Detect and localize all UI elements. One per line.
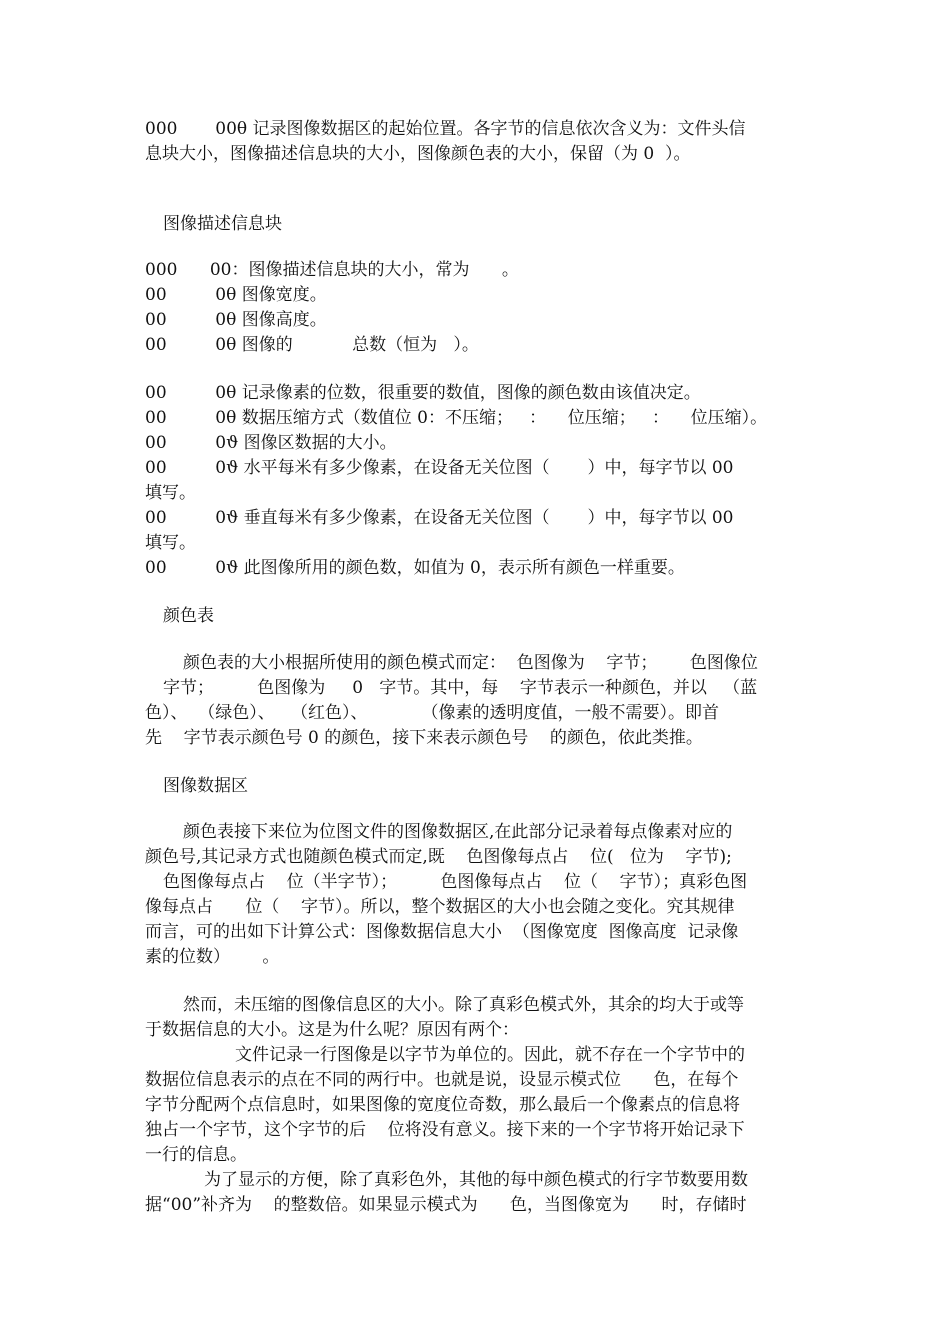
desc-line-1: 000 00：图像描述信息块的大小，常为 。 [145,260,519,280]
palette-line-4: 先 字节表示颜色号 0 的颜色，接下来表示颜色号 的颜色，依此类推。 [145,728,703,748]
data-p1-line-4: 像每点占 位（ 字节）。所以，整个数据区的大小也会随之变化。究其规律 [145,897,735,917]
desc-line-12: 00 0ϑ 此图像所用的颜色数，如值为 0，表示所有颜色一样重要。 [145,558,685,578]
palette-line-2: 字节； 色图像为 0 字节。其中，每 字节表示一种颜色，并以 （蓝 [163,678,758,698]
desc-line-9: 填写。 [145,483,196,503]
intro-line-1: 000 00θ 记录图像数据区的起始位置。各字节的信息依次含义为：文件头信 [145,119,746,139]
palette-line-1: 颜色表的大小根据所使用的颜色模式而定： 色图像为 字节； 色图像位 [183,653,758,673]
desc-line-8: 00 0ϑ 水平每米有多少像素，在设备无关位图（ ）中，每字节以 00 [145,458,734,478]
section-heading-palette: 颜色表 [163,606,214,626]
desc-line-4: 00 0θ 图像的 总数（恒为 ）。 [145,335,479,355]
data-p3-line-4: 独占一个字节，这个字节的后 位将没有意义。接下来的一个字节将开始记录下 [145,1120,745,1140]
desc-line-2: 00 0θ 图像宽度。 [145,285,327,305]
data-p3-line-2: 数据位信息表示的点在不同的两行中。也就是说，设显示模式位 色，在每个 [145,1070,739,1090]
desc-line-3: 00 0θ 图像高度。 [145,310,327,330]
desc-line-6: 00 0θ 数据压缩方式（数值位 0：不压缩； ： 位压缩； ： 位压缩）。 [145,408,768,428]
desc-line-5: 00 0θ 记录像素的位数，很重要的数值，图像的颜色数由该值决定。 [145,383,701,403]
data-p4-line-1: 为了显示的方便，除了真彩色外，其他的每中颜色模式的行字节数要用数 [204,1170,748,1190]
data-p3-line-1: 文件记录一行图像是以字节为单位的。因此，就不存在一个字节中的 [235,1045,745,1065]
data-p1-line-2: 颜色号,其记录方式也随颜色模式而定,既 色图像每点占 位( 位为 字节); [145,847,732,867]
data-p1-line-1: 颜色表接下来位为位图文件的图像数据区,在此部分记录着每点像素对应的 [183,822,733,842]
data-p4-line-2: 据“00”补齐为 的整数倍。如果显示模式为 色，当图像宽为 时，存储时 [145,1195,747,1215]
intro-line-2: 息块大小，图像描述信息块的大小，图像颜色表的大小，保留（为 0 ）。 [145,144,691,164]
data-p3-line-3: 字节分配两个点信息时，如果图像的宽度位奇数，那么最后一个像素点的信息将 [145,1095,740,1115]
desc-line-10: 00 0ϑ 垂直每米有多少像素，在设备无关位图（ ）中，每字节以 00 [145,508,734,528]
data-p1-line-5: 而言，可的出如下计算公式：图像数据信息大小 （图像宽度 图像高度 记录像 [145,922,739,942]
desc-line-7: 00 0ϑ 图像区数据的大小。 [145,433,397,453]
section-heading-data: 图像数据区 [163,776,248,796]
data-p2-line-1: 然而，未压缩的图像信息区的大小。除了真彩色模式外，其余的均大于或等 [183,995,744,1015]
data-p1-line-3: 色图像每点占 位（半字节）； 色图像每点占 位（ 字节）；真彩色图 [163,872,748,892]
desc-line-11: 填写。 [145,533,196,553]
data-p3-line-5: 一行的信息。 [145,1145,247,1165]
data-p2-line-2: 于数据信息的大小。这是为什么呢？原因有两个： [145,1020,519,1040]
palette-line-3: 色）、 （绿色）、 （红色）、 （像素的透明度值，一般不需要）。即首 [145,703,720,723]
data-p1-line-6: 素的位数） 。 [145,947,280,967]
section-heading-desc: 图像描述信息块 [163,214,282,234]
